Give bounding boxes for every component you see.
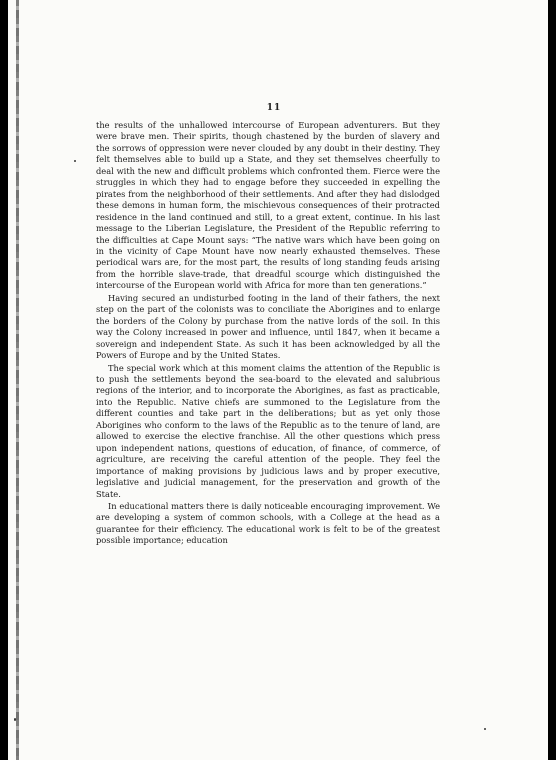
scan-speck <box>484 728 486 730</box>
page-number: 11 <box>266 103 282 113</box>
paragraph-4: In educational matters there is daily noticeable encouraging improvement. We are developing a system of common schools, with a College at the head as a guarantee for their efficiency. The educational work is felt to be of the greatest possible importance; education <box>96 500 440 546</box>
paragraph-1: the results of the unhallowed intercourse of European adventurers. But they were brave men. Their spirits, though chastened by the burden of slavery and the sorrows of oppression were never clouded by any doubt in their destiny. They felt themselves able to build up a State, and they set themselves cheerfully to deal with the new and difficult problems which confronted them. Fierce were the struggles in which they had to engage before they succeeded in expelling the pirates from the neighborhood of their settlements. And after they had dislodged these demons in human form, the mischievous consequences of their protracted residence in the land continued and still, to a great extent, continue. In his last message to the Liberian Legislature, the President of the Republic referring to the difficulties at Cape Mount says: “The native wars which have been going on in the vicinity of Cape Mount have now nearly exhausted themselves. These periodical wars are, for the most part, the results of long standing feuds arising from the horrible slave-trade, that dreadful scourge which distinguished the intercourse of the European world with Africa for more than ten generations.” <box>96 120 440 291</box>
book-page <box>8 0 548 760</box>
paragraph-2: Having secured an undisturbed footing in the land of their fathers, the next step on the part of the colonists was to conciliate the Aborigines and to enlarge the borders of the Colony by purchase from the native lords of the soil. In this way the Colony increased in power and influence, until 1847, when it became a sovereign and independent State. As such it has been acknowledged by all the Powers of Europe and by the United States. <box>96 292 440 361</box>
page-binding-edge <box>16 0 19 760</box>
scan-speck <box>14 718 16 721</box>
body-text <box>96 120 440 547</box>
scan-speck <box>74 160 76 162</box>
paragraph-3: The special work which at this moment claims the attention of the Republic is to push the settlements beyond the sea-board to the elevated and salubrious regions of the interior, and to incorporate the Aborigines, as fast as practicable, into the Republic. Native chiefs are summoned to the Legislature from the different counties and take part in the deliberations; but as yet only those Aborigines who conform to the laws of the Republic as to the tenure of land, are allowed to exercise the elective franchise. All the other questions which press upon independent nations, questions of education, of finance, of commerce, of agriculture, are receiving the careful attention of the people. They feel the importance of making provisions by judicious laws and by proper executive, legislative and judicial management, for the preservation and growth of the State. <box>96 362 440 499</box>
